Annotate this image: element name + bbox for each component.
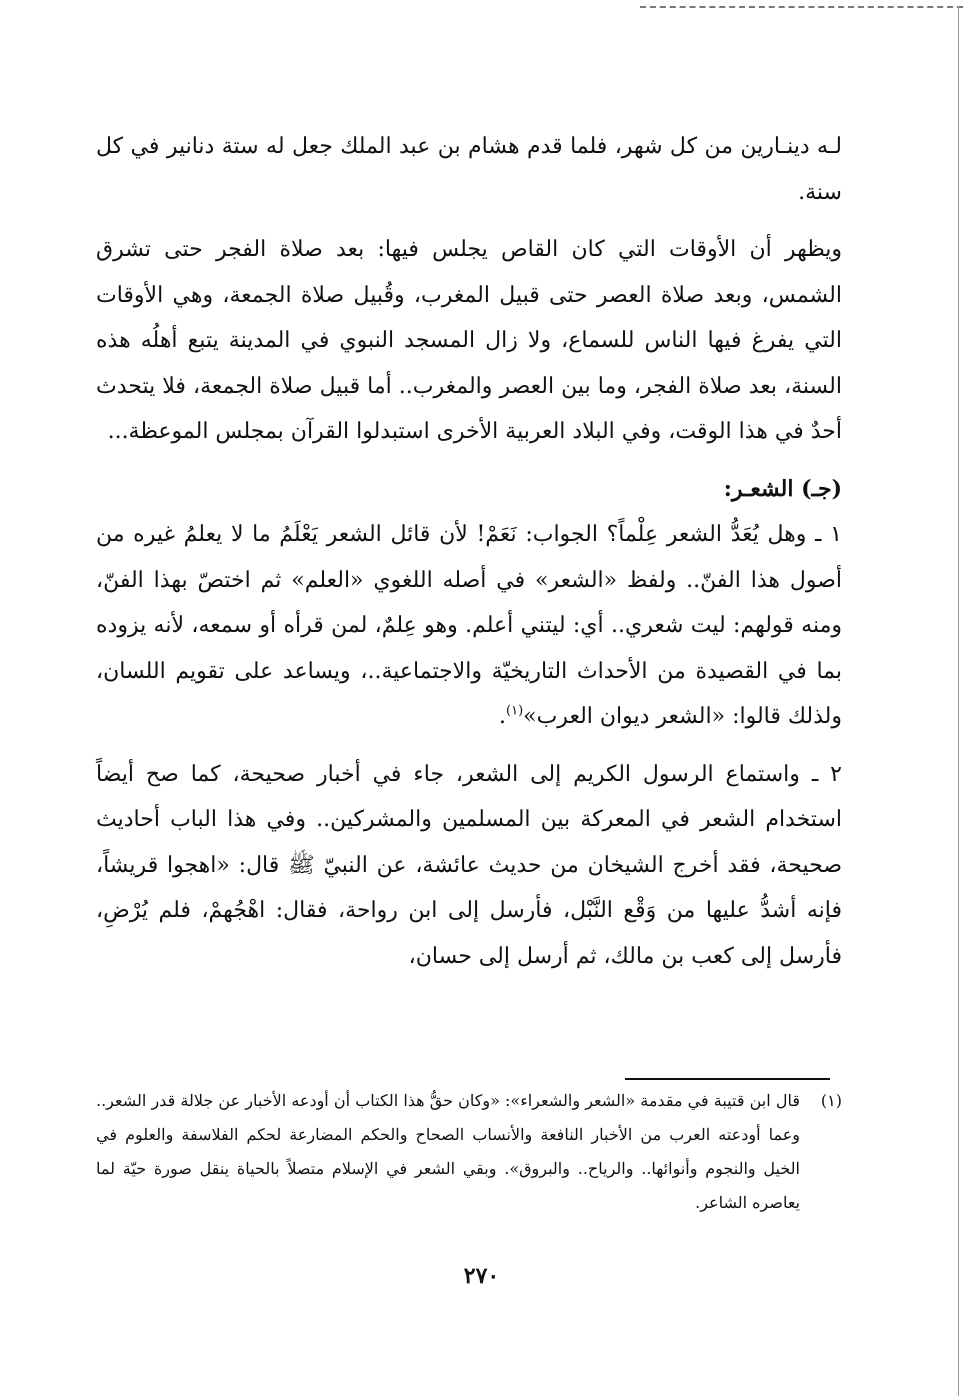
paragraph-continuation: لـه دينـارين من كل شهر، فلما قدم هشام بن عبد الملك جعل له ستة دنانير في كل سنة. [96,134,842,205]
scan-edge-line [958,6,959,1396]
footnote-reference[interactable]: (١) [506,703,524,719]
footnote-separator [625,1078,830,1080]
footnote-item [96,1084,842,1220]
footnotes [96,1084,842,1220]
item-2-paragraph: ٢ ـ واستماع الرسول الكريم إلى الشعر، جاء في أخبار صحيحة، كما صح أيضاً استخدام الشعر في المعركة بين المسلمين والمشركين.. وفي هذا الباب أحاديث صحيحة، فقد أخرج الشيخان من حديث عائشة، عن النبيّ ﷺ قال: «اهجوا قريشاً، فإنه أشدُّ عليها من وَقْع النَّبْل، فأرسل إلى ابن رواحة، فقال: اهْجُهمْ، فلم يُرْضِ، فأرسل إلى كعب بن مالك، ثم أرسل إلى حسان، [96,761,842,969]
main-text [96,124,842,979]
item-1-paragraph [96,512,842,740]
footnote-text: قال ابن قتيبة في مقدمة «الشعر والشعراء»: «وكان حقُّ هذا الكتاب أن أودعه الأخبار عن جلالة قدر الشعر.. وعما أودعته العرب من الأخبار النافعة والأنساب الصحاح والحكم المضارعة لحكم الفلاسفة والعلوم في الخيل والنجوم وأنوائها.. والرياح.. والبروق». وبقي الشعر في الإسلام متصلاً بالحياة ينقل صورة حيّة لما يعاصره الشاعر. [96,1091,800,1212]
footnote-number: (١) [820,1091,842,1110]
paragraph-times: ويظهر أن الأوقات التي كان القاص يجلس فيها: بعد صلاة الفجر حتى تشرق الشمس، وبعد صلاة العصر حتى قبيل المغرب، وقُبيل صلاة الجمعة، وهي الأوقات التي يفرغ فيها الناس للسماع، ولا زال المسجد النبوي في المدينة يتبع أهلُه هذه السنة، بعد صلاة الفجر، وما بين العصر والمغرب.. أما قبيل صلاة الجمعة، فلا يتحدث أحدٌ في هذا الوقت، وفي البلاد العربية الأخرى استبدلوا القرآن بمجلس الموعظة... [96,237,842,444]
scan-edge-dashes [640,6,963,8]
item-1-text: ١ ـ وهل يُعَدُّ الشعر عِلْماً؟ الجواب: نَعَمْ! لأن قائل الشعر يَعْلَمُ ما لا يعلمُ غيره من أصول هذا الفنّ.. ولفظ «الشعر» في أصله اللغوي «العلم» ثم اختصّ بهذا الفنّ، ومنه قولهم: ليت شعري.. أي: ليتني أعلم. وهو عِلمٌ، لمن قرأه أو سمعه، لأنه يزوده بما في القصيدة من الأحداث التاريخيّة والاجتماعية..، ويساعد على تقويم اللسان، ولذلك قالوا: «الشعر ديوان العرب» [96,522,842,729]
page-number: ٢٧٠ [463,1263,500,1289]
section-heading: (جـ) الشعـر: [723,475,842,502]
item-1-end: . [499,704,506,729]
